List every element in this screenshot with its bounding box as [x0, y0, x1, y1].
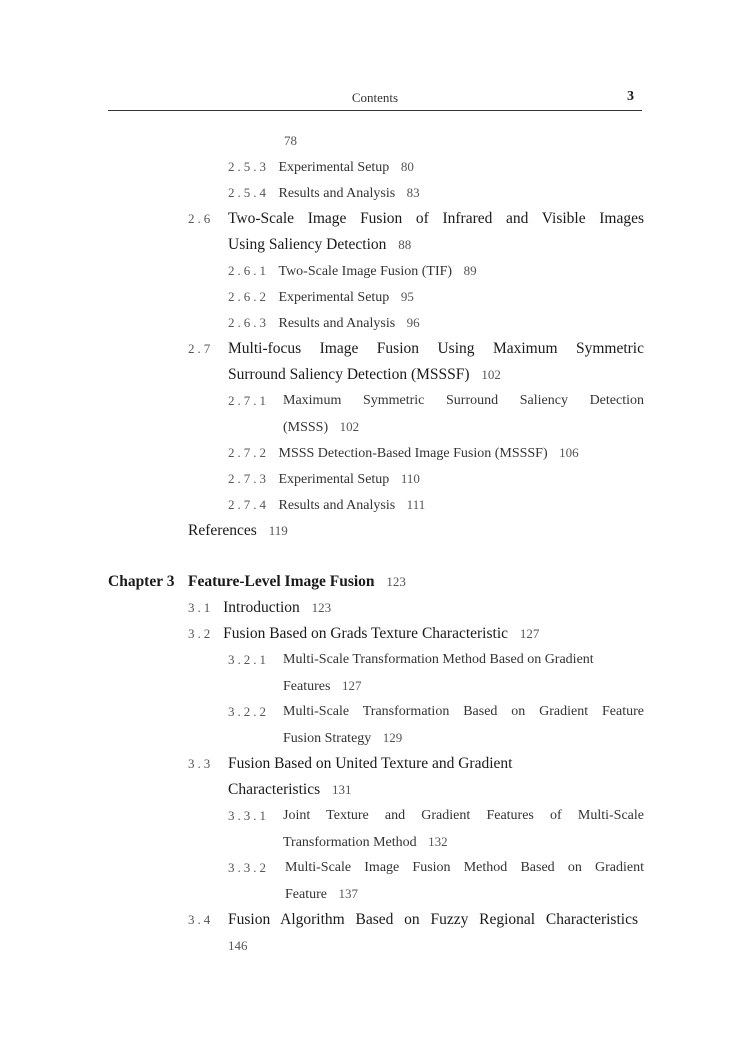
toc-title: Features [283, 679, 331, 694]
toc-entry-continuation[interactable] [283, 728, 402, 749]
toc-title: Experimental Setup [278, 160, 390, 175]
toc-number: 2.6.2 [228, 289, 269, 304]
toc-title[interactable]: Multi-focus Image Fusion Using Maximum Symmetric [228, 340, 644, 357]
toc-title[interactable]: Maximum Symmetric Surround Saliency Detection [283, 393, 644, 408]
toc-title: Introduction [223, 599, 300, 616]
toc-page: 123 [386, 574, 406, 589]
toc-entry[interactable] [284, 131, 297, 151]
toc-entry[interactable] [188, 339, 213, 359]
toc-title: Fusion Strategy [283, 731, 372, 746]
toc-title: Characteristics [228, 781, 321, 798]
toc-entry[interactable] [228, 287, 414, 308]
toc-entry-continuation[interactable] [283, 832, 448, 853]
toc-entry[interactable] [228, 443, 579, 464]
toc-entry[interactable] [188, 209, 213, 229]
toc-page: 88 [398, 237, 412, 252]
toc-title: Results and Analysis [278, 498, 396, 513]
header-title: Contents [351, 90, 399, 105]
toc-entry-continuation[interactable] [228, 365, 501, 385]
toc-entry[interactable] [228, 157, 414, 178]
toc-number: 3.3.1 [228, 808, 269, 823]
toc-title: Results and Analysis [278, 316, 396, 331]
toc-title: (MSSS) [283, 420, 329, 435]
toc-page: 106 [559, 445, 579, 460]
toc-title: Transformation Method [283, 835, 417, 850]
toc-number: 2.7.1 [228, 393, 269, 408]
toc-entry[interactable] [188, 624, 539, 644]
toc-title: Feature [285, 887, 327, 902]
toc-entry[interactable] [188, 754, 213, 774]
toc-page: 96 [406, 315, 420, 330]
toc-title: MSSS Detection-Based Image Fusion (MSSSF) [278, 446, 548, 461]
toc-title: Fusion Based on Grads Texture Characteristic [223, 625, 509, 642]
toc-page: 131 [331, 782, 352, 797]
toc-entry[interactable] [188, 598, 331, 618]
toc-page: 111 [406, 497, 426, 512]
toc-number: 3.3.2 [228, 860, 269, 875]
toc-entry[interactable] [228, 469, 420, 490]
toc-title[interactable]: Joint Texture and Gradient Features of Multi-Scale [283, 808, 644, 823]
toc-entry-continuation[interactable] [283, 417, 359, 438]
toc-title: Feature-Level Image Fusion [188, 573, 375, 590]
toc-entry[interactable] [228, 495, 425, 516]
toc-title: Surround Saliency Detection (MSSSF) [228, 366, 470, 383]
toc-number: 2.7.2 [228, 445, 269, 460]
toc-entry-continuation[interactable] [228, 780, 351, 800]
toc-entry-references[interactable] [188, 521, 288, 541]
toc-title[interactable]: Multi-Scale Transformation Based on Gradient Feature [283, 704, 644, 719]
toc-entry[interactable] [228, 391, 269, 412]
toc-page: 89 [463, 263, 477, 278]
toc-entry[interactable] [228, 650, 269, 671]
toc-page: 119 [268, 523, 288, 538]
toc-entry[interactable] [228, 183, 420, 204]
toc-title[interactable]: Fusion Algorithm Based on Fuzzy Regional Characteristics [228, 911, 638, 928]
toc-number: 3.3 [188, 756, 214, 771]
toc-entry[interactable] [228, 313, 420, 334]
toc-number: 3.2.2 [228, 704, 269, 719]
toc-page: 102 [481, 367, 501, 382]
toc-title: Experimental Setup [278, 472, 390, 487]
toc-page: 132 [428, 834, 448, 849]
toc-title[interactable]: Multi-Scale Image Fusion Method Based on Gradient [285, 860, 644, 875]
toc-page: 137 [338, 886, 358, 901]
toc-page: 127 [519, 626, 540, 641]
toc-title: Using Saliency Detection [228, 236, 387, 253]
toc-number: 2.5.4 [228, 185, 269, 200]
toc-page: 102 [339, 419, 360, 434]
toc-chapter[interactable] [188, 572, 406, 592]
toc-entry[interactable] [228, 261, 477, 282]
page-number: 3 [627, 89, 634, 104]
toc-number: 3.2.1 [228, 652, 269, 667]
toc-entry-continuation[interactable] [285, 884, 358, 905]
toc-title[interactable]: Two-Scale Image Fusion of Infrared and Visible Images [228, 210, 644, 227]
toc-page: 110 [400, 471, 420, 486]
toc-number: 2.7.4 [228, 497, 269, 512]
toc-page: 83 [406, 185, 420, 200]
toc-page: 78 [284, 133, 297, 148]
toc-entry-continuation[interactable] [283, 676, 361, 697]
toc-number: 2.6.3 [228, 315, 269, 330]
toc-chapter-number[interactable]: Chapter 3 [108, 573, 175, 590]
toc-title[interactable]: Fusion Based on United Texture and Gradient [228, 755, 513, 772]
toc-number: 3.2 [188, 626, 214, 641]
toc-page: 127 [341, 678, 362, 693]
toc-title: Experimental Setup [278, 290, 390, 305]
toc-page: 146 [228, 938, 248, 953]
toc-entry-continuation[interactable] [228, 235, 411, 255]
toc-title: Results and Analysis [278, 186, 396, 201]
toc-number: 3.1 [188, 600, 214, 615]
toc-page: 95 [400, 289, 414, 304]
toc-title[interactable]: Multi-Scale Transformation Method Based on Gradient [283, 652, 594, 667]
toc-number: 2.6.1 [228, 263, 269, 278]
toc-entry[interactable] [188, 910, 213, 930]
toc-number: 3.4 [188, 912, 214, 927]
toc-page: 80 [400, 159, 414, 174]
toc-entry[interactable] [228, 858, 269, 879]
toc-number: 2.7.3 [228, 471, 269, 486]
toc-entry[interactable] [228, 702, 269, 723]
toc-title: References [188, 522, 257, 539]
toc-number: 2.6 [188, 211, 214, 226]
toc-number: 2.5.3 [228, 159, 269, 174]
running-header [108, 88, 642, 111]
toc-number: 2.7 [188, 341, 214, 356]
toc-entry[interactable] [228, 806, 269, 827]
toc-title: Two-Scale Image Fusion (TIF) [278, 264, 453, 279]
toc-page: 129 [382, 730, 403, 745]
toc-page: 123 [311, 600, 332, 615]
toc-entry-continuation[interactable] [228, 936, 248, 956]
